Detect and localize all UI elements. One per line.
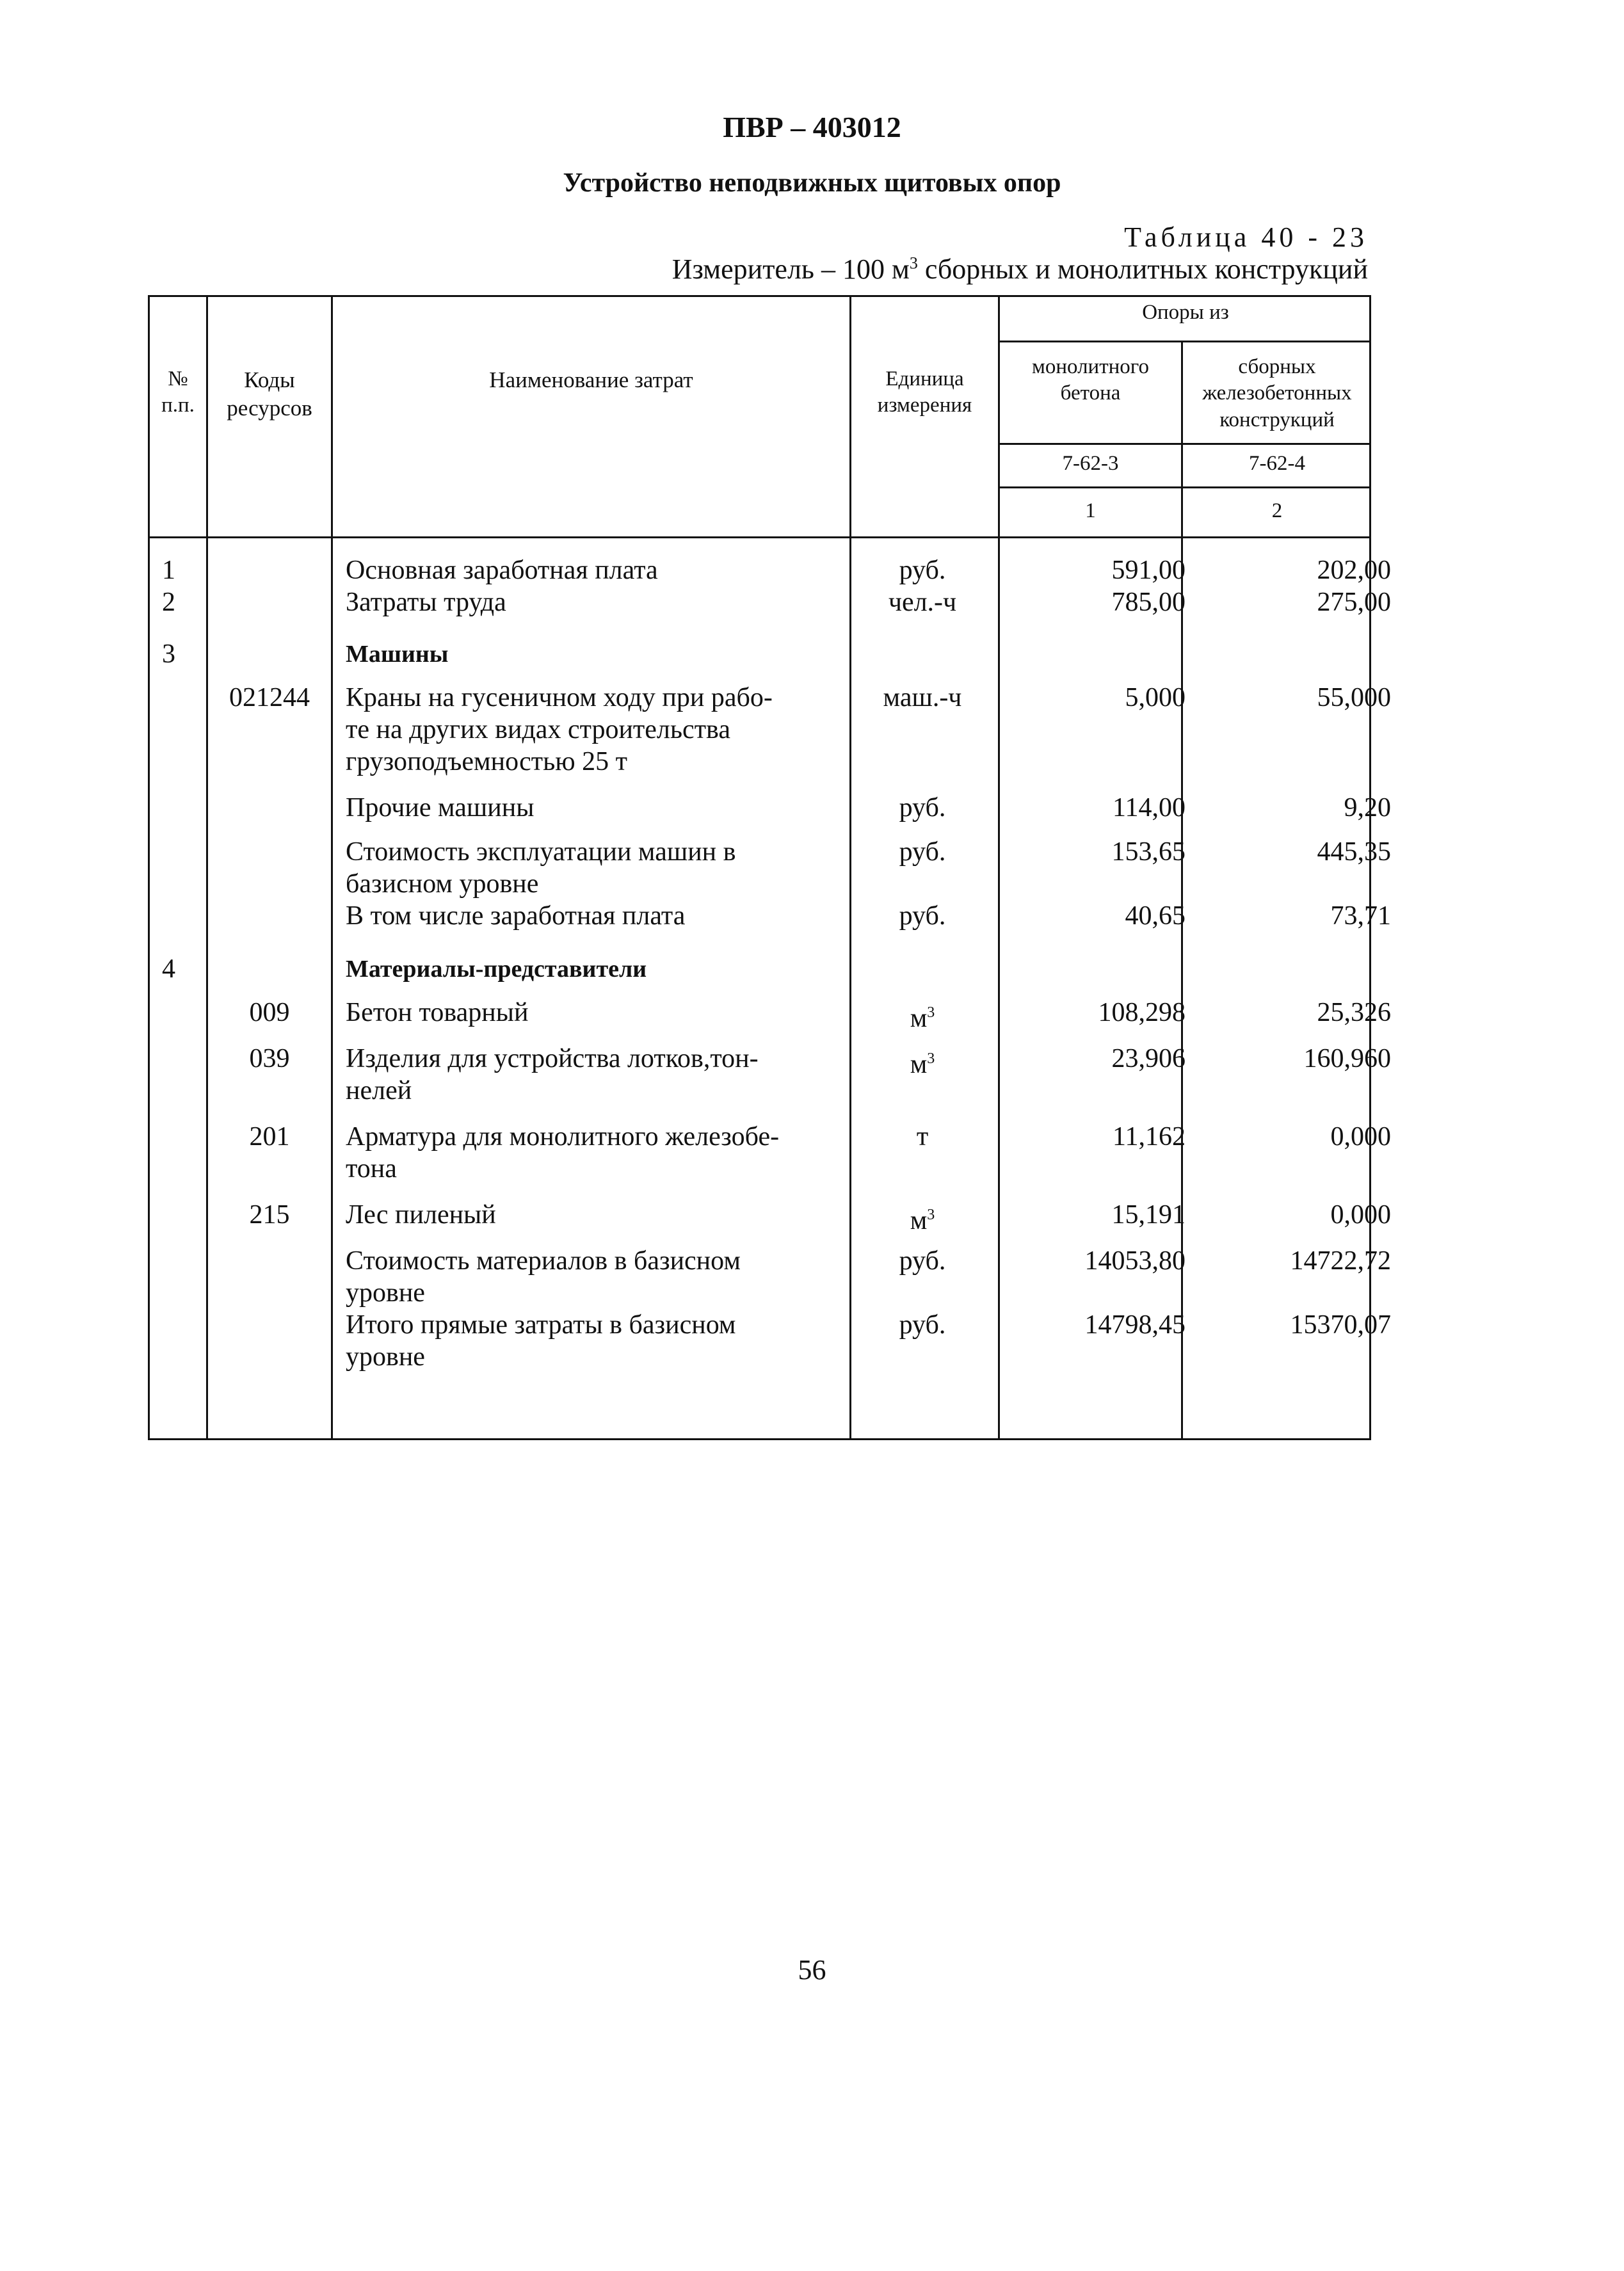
cost-name	[346, 836, 832, 900]
value-precast: 0,000	[1330, 1122, 1391, 1152]
cost-name	[346, 1043, 832, 1107]
header-col2-index: 2	[1271, 499, 1283, 522]
header-col1-line2: бетона	[1060, 381, 1121, 405]
value-monolithic: 11,162	[1113, 1122, 1186, 1152]
cost-name-line: базисном уровне	[346, 869, 539, 899]
measure-suffix: сборных и монолитных конструкций	[917, 253, 1368, 285]
unit-of-measure	[852, 586, 993, 618]
page-number: 56	[798, 1954, 826, 1986]
value-monolithic: 15,191	[1111, 1200, 1186, 1230]
cost-name	[346, 997, 832, 1029]
unit-of-measure	[852, 997, 993, 1034]
measure-prefix: Измеритель – 100 м	[671, 253, 910, 285]
value-precast: 15370,07	[1290, 1310, 1391, 1340]
value-precast: 25,326	[1317, 998, 1391, 1027]
section-title: Материалы-представители	[346, 956, 647, 983]
unit-text: руб.	[899, 1310, 946, 1340]
value-precast: 160,960	[1303, 1044, 1391, 1073]
header-bottom-line	[148, 536, 1371, 538]
value-monolithic: 785,00	[1111, 588, 1186, 617]
unit-of-measure	[852, 1245, 993, 1277]
value-monolithic: 23,906	[1111, 1044, 1186, 1073]
cost-name-line: Затраты труда	[346, 588, 506, 617]
section-title: Машины	[346, 641, 449, 668]
header-number-line2: п.п.	[161, 394, 195, 417]
unit-text: маш.-ч	[883, 683, 962, 712]
unit-text: м	[910, 1206, 928, 1235]
header-divider	[998, 486, 1371, 488]
cost-name-line: Изделия для устройства лотков,тон-	[346, 1044, 759, 1073]
row-number: 3	[162, 639, 175, 669]
value-precast: 55,000	[1317, 683, 1391, 712]
cost-name-line: тона	[346, 1154, 397, 1184]
unit-of-measure	[852, 792, 993, 824]
value-precast: 0,000	[1330, 1200, 1391, 1230]
header-number	[150, 366, 206, 419]
cost-name	[346, 554, 832, 586]
unit-of-measure	[852, 1199, 993, 1237]
cost-name-line: Прочие машины	[346, 793, 535, 823]
value-monolithic: 40,65	[1125, 901, 1186, 931]
unit-of-measure	[852, 1043, 993, 1080]
header-code-line1: Коды	[244, 367, 295, 392]
cost-name-line: Арматура для монолитного железобе-	[346, 1122, 780, 1152]
value-monolithic: 108,298	[1098, 998, 1186, 1027]
cost-name-line: Итого прямые затраты в базисном	[346, 1310, 736, 1340]
header-col2-line3: конструкций	[1219, 408, 1335, 431]
document-code-title: ПВР – 403012	[723, 111, 901, 143]
value-precast: 202,00	[1317, 556, 1391, 585]
resource-code: 039	[249, 1044, 290, 1073]
unit-text: руб.	[899, 1246, 946, 1276]
cost-name	[346, 900, 832, 932]
unit-of-measure	[852, 1121, 993, 1153]
column-divider	[849, 295, 851, 1440]
header-unit	[851, 366, 998, 419]
cost-name	[346, 792, 832, 824]
header-unit-line1: Единица	[885, 367, 964, 390]
document-subtitle: Устройство неподвижных щитовых опор	[563, 168, 1061, 198]
cost-name	[346, 1245, 832, 1309]
resource-code: 021244	[229, 683, 310, 712]
unit-text: руб.	[899, 556, 946, 585]
unit-superscript: 3	[927, 1050, 935, 1067]
unit-superscript: 3	[927, 1004, 935, 1021]
cost-name-line: Бетон товарный	[346, 998, 529, 1027]
header-col2-line1: сборных	[1238, 355, 1316, 378]
row-number: 2	[162, 588, 175, 617]
cost-name-line: В том числе заработная плата	[346, 901, 686, 931]
value-precast: 445,35	[1317, 837, 1391, 867]
unit-text: т	[916, 1122, 929, 1152]
value-monolithic: 114,00	[1113, 793, 1186, 823]
cost-name-line: Стоимость эксплуатации машин в	[346, 837, 736, 867]
cost-name-line: Лес пиленый	[346, 1200, 496, 1230]
header-divider	[998, 341, 1371, 342]
value-precast: 275,00	[1317, 588, 1391, 617]
header-col2-code: 7-62-4	[1249, 452, 1305, 475]
unit-text: руб.	[899, 837, 946, 867]
header-col1-code: 7-62-3	[1062, 452, 1119, 475]
row-number: 4	[162, 954, 175, 984]
cost-name	[346, 586, 832, 618]
unit-text: м	[910, 1004, 928, 1033]
cost-name-line: Основная заработная плата	[346, 556, 658, 585]
value-precast: 14722,72	[1290, 1246, 1391, 1276]
value-monolithic: 14798,45	[1084, 1310, 1186, 1340]
header-col1-line1: монолитного	[1031, 355, 1150, 378]
measure-superscript: 3	[909, 253, 918, 273]
resource-code: 201	[249, 1122, 290, 1152]
header-unit-line2: измерения	[877, 394, 972, 417]
cost-name	[346, 1309, 832, 1373]
unit-text: м	[910, 1050, 928, 1079]
value-precast: 9,20	[1344, 793, 1391, 823]
cost-name-line: Стоимость материалов в базисном	[346, 1246, 741, 1276]
header-col1-index: 1	[1085, 499, 1096, 522]
unit-text: руб.	[899, 793, 946, 823]
header-group-supports: Опоры из	[1142, 301, 1229, 324]
resource-code: 009	[249, 998, 290, 1027]
cost-name-line: уровне	[346, 1342, 425, 1372]
header-col1-title	[1000, 354, 1181, 407]
header-col2-line2: железобетонных	[1202, 381, 1352, 405]
measure-unit-line	[672, 253, 1368, 285]
value-monolithic: 14053,80	[1084, 1246, 1186, 1276]
resource-code: 215	[249, 1200, 290, 1230]
unit-of-measure	[852, 1309, 993, 1341]
unit-text: чел.-ч	[888, 588, 957, 617]
value-precast: 73,71	[1330, 901, 1391, 931]
unit-of-measure	[852, 682, 993, 714]
cost-name-line: Краны на гусеничном ходу при рабо-	[346, 683, 773, 712]
header-divider	[998, 443, 1371, 445]
cost-name-line: уровне	[346, 1278, 425, 1308]
header-code-line2: ресурсов	[227, 395, 312, 421]
table-number: Таблица 40 - 23	[1124, 221, 1368, 253]
header-col2-title	[1183, 354, 1371, 433]
cost-name-line: грузоподъемностью 25 т	[346, 747, 627, 776]
header-cost-name: Наименование затрат	[489, 367, 693, 392]
cost-name	[346, 682, 832, 778]
unit-of-measure	[852, 836, 993, 868]
unit-text: руб.	[899, 901, 946, 931]
unit-of-measure	[852, 554, 993, 586]
value-monolithic: 153,65	[1111, 837, 1186, 867]
cost-name-line: те на других видах строительства	[346, 715, 730, 744]
cost-name	[346, 1199, 832, 1231]
value-monolithic: 591,00	[1111, 556, 1186, 585]
column-divider	[206, 295, 208, 1440]
value-monolithic: 5,000	[1125, 683, 1186, 712]
cost-name	[346, 1121, 832, 1185]
column-divider	[331, 295, 333, 1440]
row-number: 1	[162, 556, 175, 585]
unit-superscript: 3	[927, 1207, 935, 1223]
header-resource-code	[208, 366, 331, 422]
header-number-line1: №	[168, 367, 188, 390]
unit-of-measure	[852, 900, 993, 932]
cost-name-line: нелей	[346, 1076, 412, 1105]
